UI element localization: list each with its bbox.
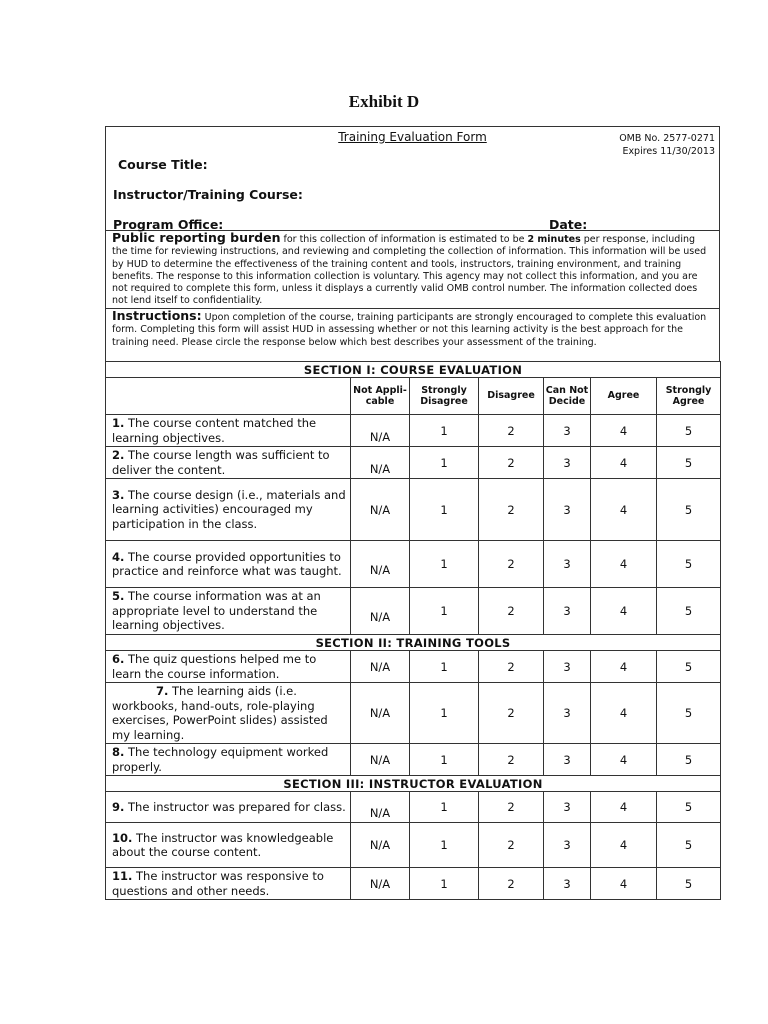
rating-option-na[interactable]: N/A xyxy=(351,683,410,744)
question-text xyxy=(106,683,351,744)
question-row xyxy=(106,541,721,588)
section-title: SECTION III: INSTRUCTOR EVALUATION xyxy=(106,776,721,792)
question-row xyxy=(106,744,721,776)
rating-option-na[interactable]: N/A xyxy=(351,744,410,776)
question-number: 9. xyxy=(112,799,125,814)
question-number: 6. xyxy=(112,652,125,666)
header-empty xyxy=(106,378,351,415)
question-row xyxy=(106,415,721,447)
date-label: Date: xyxy=(549,217,588,232)
question-label: The learning aids (i.e. workbooks, hand-outs, role-playing exercises, PowerPoint slides) assisted my learning. xyxy=(112,684,328,742)
rating-option-1[interactable]: 1 xyxy=(410,447,479,479)
header-disagree: Disagree xyxy=(479,378,544,415)
question-label: The course design (i.e., materials and learning activities) encouraged my participation in the class. xyxy=(112,487,346,531)
header-agree: Agree xyxy=(591,378,657,415)
rating-option-2[interactable]: 2 xyxy=(479,479,544,541)
expiration-date: Expires 11/30/2013 xyxy=(622,146,715,157)
rating-option-1[interactable]: 1 xyxy=(410,651,479,683)
exhibit-title: Exhibit D xyxy=(348,92,420,111)
rating-option-3[interactable]: 3 xyxy=(544,651,591,683)
question-row xyxy=(106,447,721,479)
program-office-label: Program Office: xyxy=(113,217,224,232)
burden-text-a: for this collection of information is estimated to be xyxy=(280,234,528,245)
question-text xyxy=(106,823,351,868)
question-text xyxy=(106,651,351,683)
rating-option-na[interactable]: N/A xyxy=(351,541,410,588)
rating-option-4[interactable]: 4 xyxy=(591,651,657,683)
question-label: The instructor was knowledgeable about the course content. xyxy=(112,830,334,859)
rating-option-3[interactable]: 3 xyxy=(544,744,591,776)
rating-option-4[interactable]: 4 xyxy=(591,588,657,635)
question-text xyxy=(106,588,351,635)
rating-option-1[interactable]: 1 xyxy=(410,479,479,541)
section-title: SECTION II: TRAINING TOOLS xyxy=(106,635,721,651)
rating-option-3[interactable]: 3 xyxy=(544,415,591,447)
question-row xyxy=(106,588,721,635)
rating-option-1[interactable]: 1 xyxy=(410,792,479,823)
rating-option-5[interactable]: 5 xyxy=(657,792,721,823)
rating-option-2[interactable]: 2 xyxy=(479,683,544,744)
rating-option-na[interactable]: N/A xyxy=(351,651,410,683)
question-text xyxy=(106,447,351,479)
scale-header-row xyxy=(106,378,721,415)
section-row xyxy=(106,362,721,378)
rating-option-3[interactable]: 3 xyxy=(544,792,591,823)
rating-option-2[interactable]: 2 xyxy=(479,651,544,683)
omb-number: OMB No. 2577-0271 xyxy=(619,133,715,144)
rating-option-1[interactable]: 1 xyxy=(410,415,479,447)
rating-option-4[interactable]: 4 xyxy=(591,823,657,868)
rating-option-3[interactable]: 3 xyxy=(544,447,591,479)
rating-option-2[interactable]: 2 xyxy=(479,415,544,447)
question-number: 10. xyxy=(112,830,133,845)
form-header xyxy=(105,126,720,231)
rating-option-5[interactable]: 5 xyxy=(657,823,721,868)
rating-option-na[interactable]: N/A xyxy=(351,415,410,447)
omb-info xyxy=(619,132,715,158)
rating-option-2[interactable]: 2 xyxy=(479,868,544,900)
rating-option-2[interactable]: 2 xyxy=(479,823,544,868)
rating-option-na[interactable]: N/A xyxy=(351,588,410,635)
question-row xyxy=(106,823,721,868)
rating-option-2[interactable]: 2 xyxy=(479,541,544,588)
question-row xyxy=(106,479,721,541)
instructions-title: Instructions: xyxy=(112,308,202,323)
rating-option-1[interactable]: 1 xyxy=(410,744,479,776)
rating-option-4[interactable]: 4 xyxy=(591,792,657,823)
question-label: The technology equipment worked properly. xyxy=(112,745,329,774)
rating-option-1[interactable]: 1 xyxy=(410,588,479,635)
rating-option-na[interactable]: N/A xyxy=(351,823,410,868)
question-number: 11. xyxy=(112,869,133,883)
question-text xyxy=(106,479,351,541)
question-row xyxy=(106,683,721,744)
section-title: SECTION I: COURSE EVALUATION xyxy=(106,362,721,378)
rating-option-4[interactable]: 4 xyxy=(591,868,657,900)
rating-option-4[interactable]: 4 xyxy=(591,447,657,479)
header-strongly-agree: Strongly Agree xyxy=(657,378,721,415)
rating-option-3[interactable]: 3 xyxy=(544,541,591,588)
rating-option-5[interactable]: 5 xyxy=(657,651,721,683)
question-label: The quiz questions helped me to learn the course information. xyxy=(112,652,317,681)
question-label: The instructor was prepared for class. xyxy=(124,799,346,814)
rating-option-2[interactable]: 2 xyxy=(479,792,544,823)
question-row xyxy=(106,792,721,823)
question-label: The course provided opportunities to practice and reinforce what was taught. xyxy=(112,549,342,578)
rating-option-5[interactable]: 5 xyxy=(657,683,721,744)
rating-option-3[interactable]: 3 xyxy=(544,868,591,900)
question-label: The course information was at an appropriate level to understand the learning objectives. xyxy=(112,589,321,633)
question-text xyxy=(106,415,351,447)
rating-option-3[interactable]: 3 xyxy=(544,823,591,868)
rating-option-4[interactable]: 4 xyxy=(591,479,657,541)
header-can-not-decide: Can Not Decide xyxy=(544,378,591,415)
rating-option-2[interactable]: 2 xyxy=(479,588,544,635)
rating-option-5[interactable]: 5 xyxy=(657,868,721,900)
header-strongly-disagree: Strongly Disagree xyxy=(410,378,479,415)
rating-option-5[interactable]: 5 xyxy=(657,744,721,776)
instructions-text: Upon completion of the course, training participants are strongly encouraged to complete this evaluation form. Completing this form will assist HUD in assessing whether or not this learning activity is the best approach for the training need. Please circle the response below which best describes your assessment of the training. xyxy=(112,312,707,348)
header-not-applicable: Not Appli-cable xyxy=(351,378,410,415)
rating-option-na[interactable]: N/A xyxy=(351,479,410,541)
rating-option-3[interactable]: 3 xyxy=(544,479,591,541)
rating-option-3[interactable]: 3 xyxy=(544,683,591,744)
question-number: 8. xyxy=(112,745,125,759)
question-text xyxy=(106,868,351,900)
section-row xyxy=(106,635,721,651)
rating-option-3[interactable]: 3 xyxy=(544,588,591,635)
question-text xyxy=(106,744,351,776)
rating-option-1[interactable]: 1 xyxy=(410,823,479,868)
rating-option-na[interactable]: N/A xyxy=(351,792,410,823)
rating-option-4[interactable]: 4 xyxy=(591,683,657,744)
question-text xyxy=(106,541,351,588)
burden-title: Public reporting burden xyxy=(112,230,281,245)
rating-option-1[interactable]: 1 xyxy=(410,868,479,900)
question-number: 4. xyxy=(112,549,125,564)
rating-option-5[interactable]: 5 xyxy=(657,447,721,479)
rating-option-5[interactable]: 5 xyxy=(657,479,721,541)
question-number: 5. xyxy=(112,589,125,604)
public-reporting-burden xyxy=(105,231,720,309)
rating-option-na[interactable]: N/A xyxy=(351,868,410,900)
rating-option-5[interactable]: 5 xyxy=(657,541,721,588)
rating-option-4[interactable]: 4 xyxy=(591,541,657,588)
form-title: Training Evaluation Form xyxy=(338,130,487,144)
rating-option-na[interactable]: N/A xyxy=(351,447,410,479)
instructions-box xyxy=(105,309,720,362)
burden-text-b: per response, including the time for reviewing instructions, and reviewing and completing the collection of information. This information will be used by HUD to determine the effectiveness of the training content and tools, instructors, training environment, and training benefits. The response to this information collection is voluntary. This agency may not collect this information, and you are not required to complete this form, unless it displays a currently valid OMB control number. The information collected does not lend itself to confidentiality. xyxy=(112,234,707,307)
rating-option-4[interactable]: 4 xyxy=(591,744,657,776)
instructor-course-label: Instructor/Training Course: xyxy=(113,187,303,202)
rating-option-5[interactable]: 5 xyxy=(657,415,721,447)
section-row xyxy=(106,776,721,792)
question-number: 1. xyxy=(112,416,125,430)
question-label: The course length was sufficient to deliver the content. xyxy=(112,448,330,477)
question-number: 7. xyxy=(156,684,169,698)
rating-option-2[interactable]: 2 xyxy=(479,744,544,776)
rating-option-2[interactable]: 2 xyxy=(479,447,544,479)
question-number: 3. xyxy=(112,487,125,502)
rating-option-1[interactable]: 1 xyxy=(410,683,479,744)
question-row xyxy=(106,868,721,900)
rating-option-1[interactable]: 1 xyxy=(410,541,479,588)
question-number: 2. xyxy=(112,448,125,462)
question-label: The instructor was responsive to questions and other needs. xyxy=(112,869,324,898)
question-row xyxy=(106,651,721,683)
course-title-label: Course Title: xyxy=(118,157,208,172)
rating-option-4[interactable]: 4 xyxy=(591,415,657,447)
question-text xyxy=(106,792,351,823)
evaluation-table xyxy=(105,361,721,900)
rating-option-5[interactable]: 5 xyxy=(657,588,721,635)
question-label: The course content matched the learning objectives. xyxy=(112,416,317,445)
evaluation-form xyxy=(105,126,720,900)
burden-minutes: 2 minutes xyxy=(527,234,581,245)
